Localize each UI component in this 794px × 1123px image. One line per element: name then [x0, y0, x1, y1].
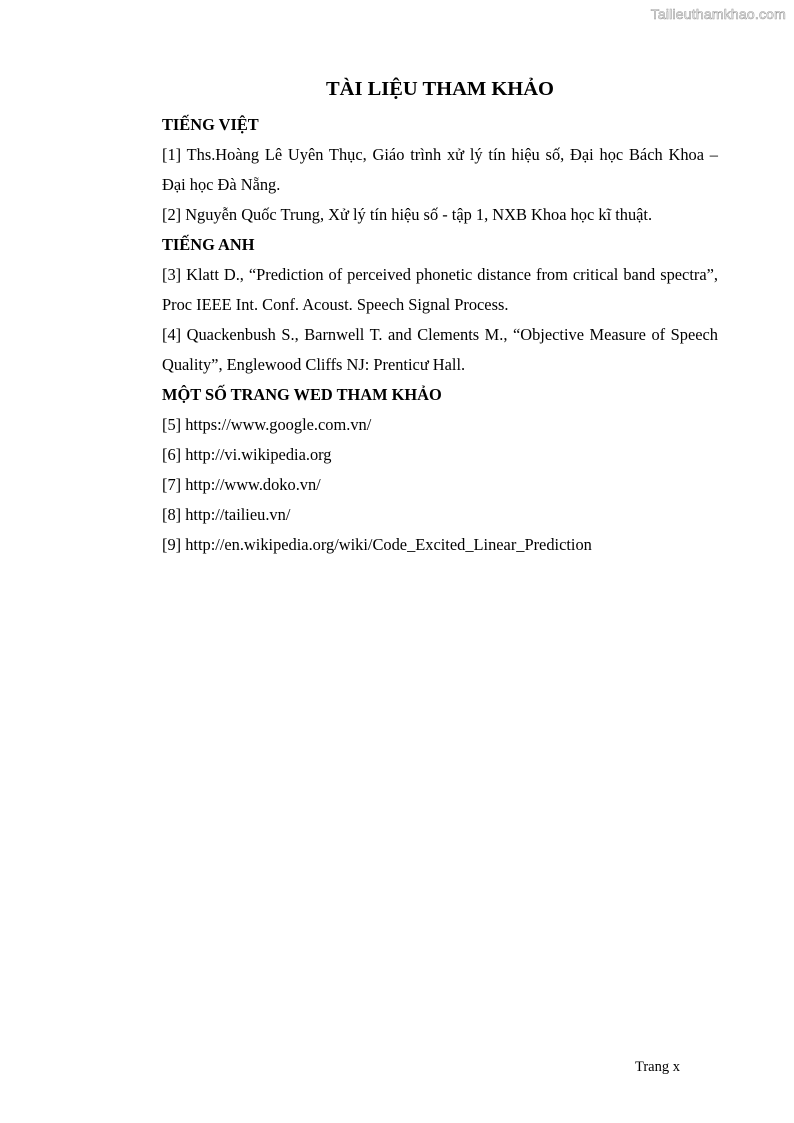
page-number: Trang x: [635, 1059, 680, 1075]
section-english: [162, 230, 718, 380]
section-heading-vietnamese: TIẾNG VIỆT: [162, 115, 259, 134]
section-heading-websites: MỘT SỐ TRANG WED THAM KHẢO: [162, 385, 442, 404]
section-heading-english: TIẾNG ANH: [162, 235, 255, 254]
reference-item-6: [6] http://vi.wikipedia.org: [162, 445, 332, 464]
section-websites: [162, 380, 718, 560]
reference-item-4: [4] Quackenbush S., Barnwell T. and Clements M., “Objective Measure of Speech Quality”, Englewood Cliffs NJ: Prenticư Hall.: [162, 325, 718, 374]
references-page: [162, 76, 718, 560]
watermark-text: Tailieuthamkhao.com: [650, 6, 786, 22]
reference-item-8: [8] http://tailieu.vn/: [162, 505, 291, 524]
reference-item-2: [2] Nguyễn Quốc Trung, Xử lý tín hiệu số - tập 1, NXB Khoa học kĩ thuật.: [162, 205, 653, 224]
reference-item-1: [1] Ths.Hoàng Lê Uyên Thục, Giáo trình xử lý tín hiệu số, Đại học Bách Khoa – Đại học Đà Nẵng.: [162, 145, 718, 194]
reference-item-3: [3] Klatt D., “Prediction of perceived phonetic distance from critical band spectra”, Proc IEEE Int. Conf. Acoust. Speech Signal Process.: [162, 265, 718, 314]
reference-item-7: [7] http://www.doko.vn/: [162, 475, 321, 494]
page-title: TÀI LIỆU THAM KHẢO: [325, 78, 554, 100]
section-vietnamese: [162, 110, 718, 230]
reference-item-9: [9] http://en.wikipedia.org/wiki/Code_Excited_Linear_Prediction: [162, 535, 592, 554]
reference-item-5: [5] https://www.google.com.vn/: [162, 415, 372, 434]
